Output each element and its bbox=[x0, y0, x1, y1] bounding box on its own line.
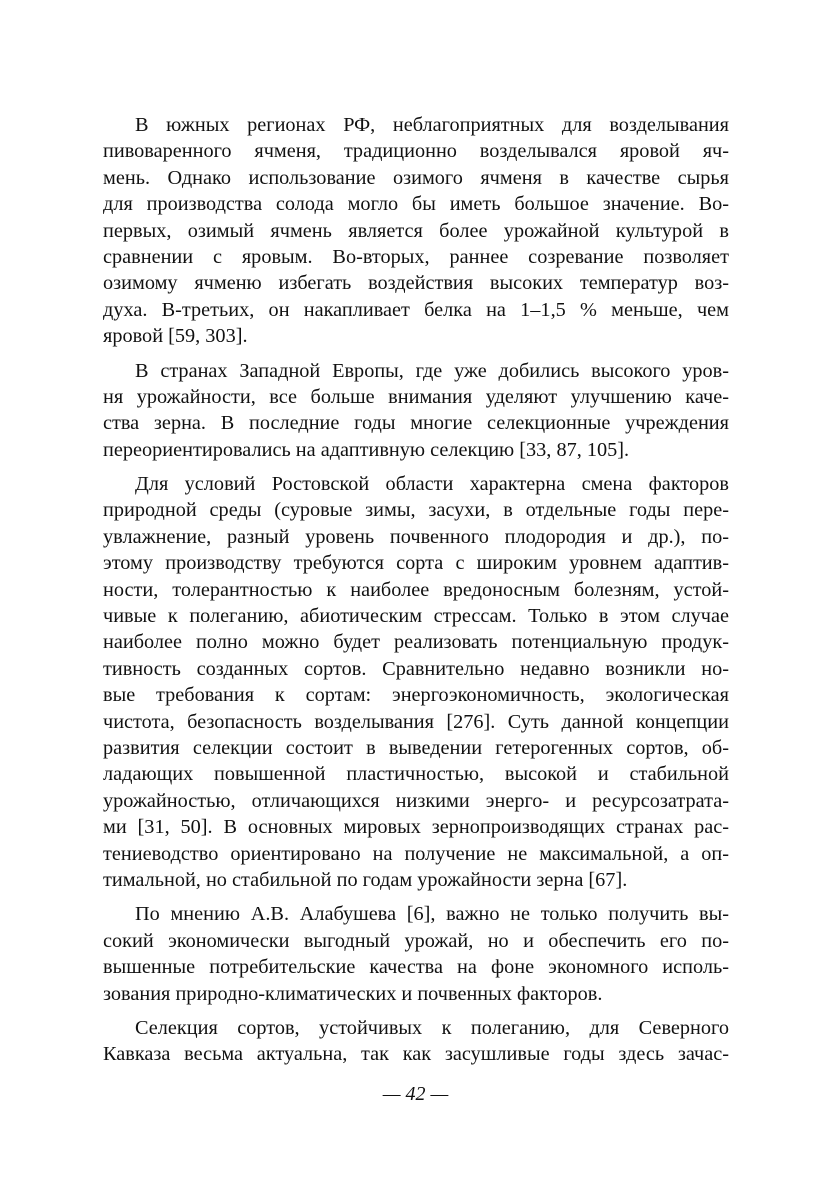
text-line: тивность созданных сортов. Сравнительно недавно возникли но- bbox=[103, 657, 729, 680]
body-text bbox=[103, 112, 729, 1068]
text-line: зования природно-климатических и почвенных факторов. bbox=[103, 982, 603, 1005]
text-line: яровой [59, 303]. bbox=[103, 325, 248, 348]
text-line: ства зерна. В последние годы многие селекционные учреждения bbox=[103, 412, 729, 435]
paragraph-gap bbox=[103, 463, 729, 471]
paragraph bbox=[103, 901, 729, 1007]
text-line: духа. В-третьих, он накапливает белка на 1–1,5 % меньше, чем bbox=[103, 298, 729, 321]
text-line: ладающих повышенной пластичностью, высокой и стабильной bbox=[103, 763, 729, 786]
text-line: В странах Западной Европы, где уже добились высокого уров- bbox=[135, 359, 729, 382]
text-line: природной среды (суровые зимы, засухи, в отдельные годы пере- bbox=[103, 499, 729, 522]
text-line: мень. Однако использование озимого ячменя в качестве сырья bbox=[103, 166, 729, 189]
text-line: вышенные потребительские качества на фоне экономного исполь- bbox=[103, 956, 729, 979]
text-line: тимальной, но стабильной по годам урожайности зерна [67]. bbox=[103, 868, 628, 891]
text-line: первых, озимый ячмень является более урожайной культурой в bbox=[103, 219, 729, 242]
text-line: этому производству требуются сорта с широким уровнем адаптив- bbox=[103, 552, 729, 575]
text-line: В южных регионах РФ, неблагоприятных для возделывания bbox=[135, 114, 729, 136]
paragraph bbox=[103, 358, 729, 464]
text-line: ности, толерантностью к наиболее вредоносным болезням, устой- bbox=[103, 578, 729, 601]
text-line: пивоваренного ячменя, традиционно возделывался яровой яч- bbox=[103, 140, 729, 163]
text-line: тениеводство ориентировано на получение не максимальной, а оп- bbox=[103, 842, 729, 865]
text-line: ми [31, 50]. В основных мировых зернопроизводящих странах рас- bbox=[103, 816, 729, 839]
paragraph bbox=[103, 471, 729, 893]
text-line: ня урожайности, все больше внимания уделяют улучшению каче- bbox=[103, 385, 729, 408]
text-line: вые требования к сортам: энергоэкономичность, экологическая bbox=[103, 684, 729, 707]
text-line: Кавказа весьма актуальна, так как засушливые годы здесь зачас- bbox=[103, 1043, 729, 1066]
text-line: развития селекции состоит в выведении гетерогенных сортов, об- bbox=[103, 736, 729, 759]
text-line: озимому ячменю избегать воздействия высоких температур воз- bbox=[103, 272, 729, 295]
paragraph-gap bbox=[103, 1007, 729, 1015]
text-line: урожайностью, отличающихся низкими энерго- и ресурсозатрата- bbox=[103, 789, 729, 812]
text-line: Для условий Ростовской области характерна смена факторов bbox=[135, 473, 729, 496]
text-line: сравнении с яровым. Во-вторых, раннее созревание позволяет bbox=[103, 245, 729, 268]
text-line: чивые к полеганию, абиотическим стрессам. Только в этом случае bbox=[103, 605, 729, 628]
text-line: наиболее полно можно будет реализовать потенциальную продук- bbox=[103, 631, 729, 654]
text-line: для производства солода могло бы иметь большое значение. Во- bbox=[103, 193, 729, 216]
paragraph bbox=[103, 112, 729, 350]
page-number: — 42 — bbox=[382, 1083, 449, 1105]
text-line: чистота, безопасность возделывания [276]. Суть данной концепции bbox=[103, 710, 729, 733]
text-line: По мнению А.В. Алабушева [6], важно не только получить вы- bbox=[135, 903, 729, 926]
paragraph-gap bbox=[103, 893, 729, 901]
text-line: переориентировались на адаптивную селекцию [33, 87, 105]. bbox=[103, 438, 630, 461]
paragraph-gap bbox=[103, 350, 729, 358]
text-line: сокий экономически выгодный урожай, но и обеспечить его по- bbox=[103, 929, 729, 952]
text-line: увлажнение, разный уровень почвенного плодородия и др.), по- bbox=[103, 525, 729, 548]
paragraph bbox=[103, 1015, 729, 1068]
text-line: Селекция сортов, устойчивых к полеганию, для Северного bbox=[135, 1016, 729, 1039]
